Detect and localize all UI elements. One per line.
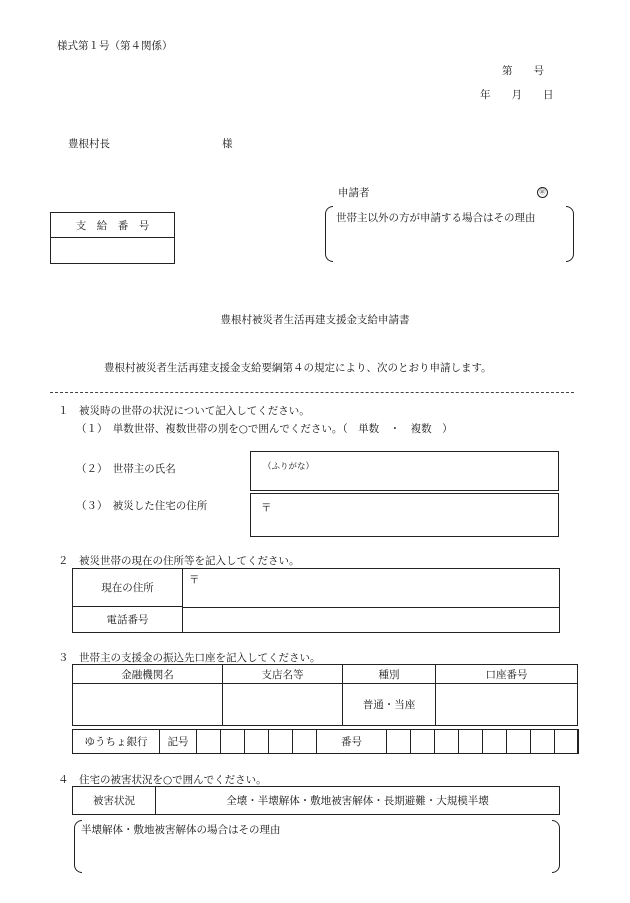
- col-account: 口座番号: [435, 664, 578, 684]
- damage-status-table: [72, 786, 560, 815]
- head-name-field[interactable]: [250, 451, 559, 491]
- col-branch: 支店名等: [222, 664, 343, 684]
- symbol-digit[interactable]: [220, 729, 245, 754]
- yucho-row: [72, 729, 578, 754]
- current-address-label: 現在の住所: [72, 568, 183, 607]
- section3-heading: ３ 世帯主の支援金の振込先口座を記入してください。: [58, 652, 321, 664]
- head-name-label: （２） 世帯主の氏名: [76, 463, 176, 475]
- addressee-honorific: 様: [222, 138, 233, 150]
- number-digit[interactable]: [386, 729, 411, 754]
- phone-label: 電話番号: [72, 606, 183, 633]
- number-digit[interactable]: [530, 729, 555, 754]
- symbol-digit[interactable]: [268, 729, 293, 754]
- household-type-question[interactable]: （１） 単数世帯、複数世帯の別を○で囲んでください。（ 単数 ・ 複数 ）: [76, 423, 453, 435]
- reason-bracket-right: [552, 820, 560, 873]
- col-type: 種別: [342, 664, 436, 684]
- postal-mark: 〒: [261, 502, 272, 514]
- damaged-address-field[interactable]: [250, 493, 559, 537]
- current-address-field[interactable]: [183, 568, 560, 608]
- bracket-left: [325, 206, 333, 262]
- number-digit[interactable]: [458, 729, 483, 754]
- damaged-address-label: （３） 被災した住宅の住所: [76, 500, 208, 512]
- yucho-label: ゆうちょ銀行: [72, 729, 160, 754]
- payment-number-field[interactable]: [51, 238, 174, 264]
- current-address-table: [72, 568, 560, 633]
- applicant-label: 申請者: [338, 187, 370, 199]
- col-bank: 金融機関名: [72, 664, 223, 684]
- section1-heading: １ 被災時の世帯の状況について記入してください。: [58, 405, 310, 417]
- document-title: 豊根村被災者生活再建支援金支給申請書: [220, 314, 410, 326]
- number-digit[interactable]: [482, 729, 507, 754]
- date-label: 年 月 日: [480, 89, 554, 101]
- branch-field[interactable]: [222, 683, 343, 726]
- section2-heading: ２ 被災世帯の現在の住所等を記入してください。: [58, 555, 300, 567]
- symbol-digit[interactable]: [292, 729, 317, 754]
- bracket-right: [566, 206, 574, 262]
- phone-field[interactable]: [183, 606, 560, 632]
- applicant-reason-note: 世帯主以外の方が申請する場合はその理由: [336, 212, 536, 224]
- symbol-digit[interactable]: [244, 729, 269, 754]
- current-postal-mark: 〒: [189, 574, 200, 586]
- payment-number-box: [50, 212, 175, 264]
- number-label: 番号: [316, 729, 387, 754]
- account-type-field[interactable]: 普通・当座: [342, 683, 436, 726]
- damage-reason-field[interactable]: [82, 838, 546, 870]
- number-label: 第 号: [502, 65, 544, 77]
- symbol-digit[interactable]: [196, 729, 221, 754]
- damage-reason-note: 半壊解体・敷地被害解体の場合はその理由: [81, 824, 281, 836]
- form-number: 様式第１号（第４関係）: [57, 40, 173, 52]
- number-digit[interactable]: [410, 729, 435, 754]
- applicant-reason-field[interactable]: [336, 226, 558, 258]
- damage-status-label: 被害状況: [72, 786, 156, 815]
- account-number-field[interactable]: [435, 683, 578, 726]
- number-digit[interactable]: [554, 729, 579, 754]
- symbol-label: 記号: [159, 729, 197, 754]
- furigana-label: （ふりがな）: [263, 462, 315, 472]
- damage-options[interactable]: 全壊・半壊解体・敷地被害解体・長期避難・大規模半壊: [226, 795, 489, 807]
- number-digit[interactable]: [434, 729, 459, 754]
- bank-account-table: [72, 664, 578, 726]
- number-digit[interactable]: [506, 729, 531, 754]
- section4-heading: ４ 住宅の被害状況を○で囲んでください。: [58, 774, 267, 786]
- dashed-divider: [50, 392, 574, 393]
- payment-number-label: 支 給 番 号: [51, 213, 174, 238]
- bank-name-field[interactable]: [72, 683, 223, 726]
- seal-mark: ㊞: [537, 187, 548, 198]
- intro-text: 豊根村被災者生活再建支援金支給要綱第４の規定により、次のとおり申請します。: [104, 362, 492, 374]
- addressee-mayor: 豊根村長: [68, 138, 110, 150]
